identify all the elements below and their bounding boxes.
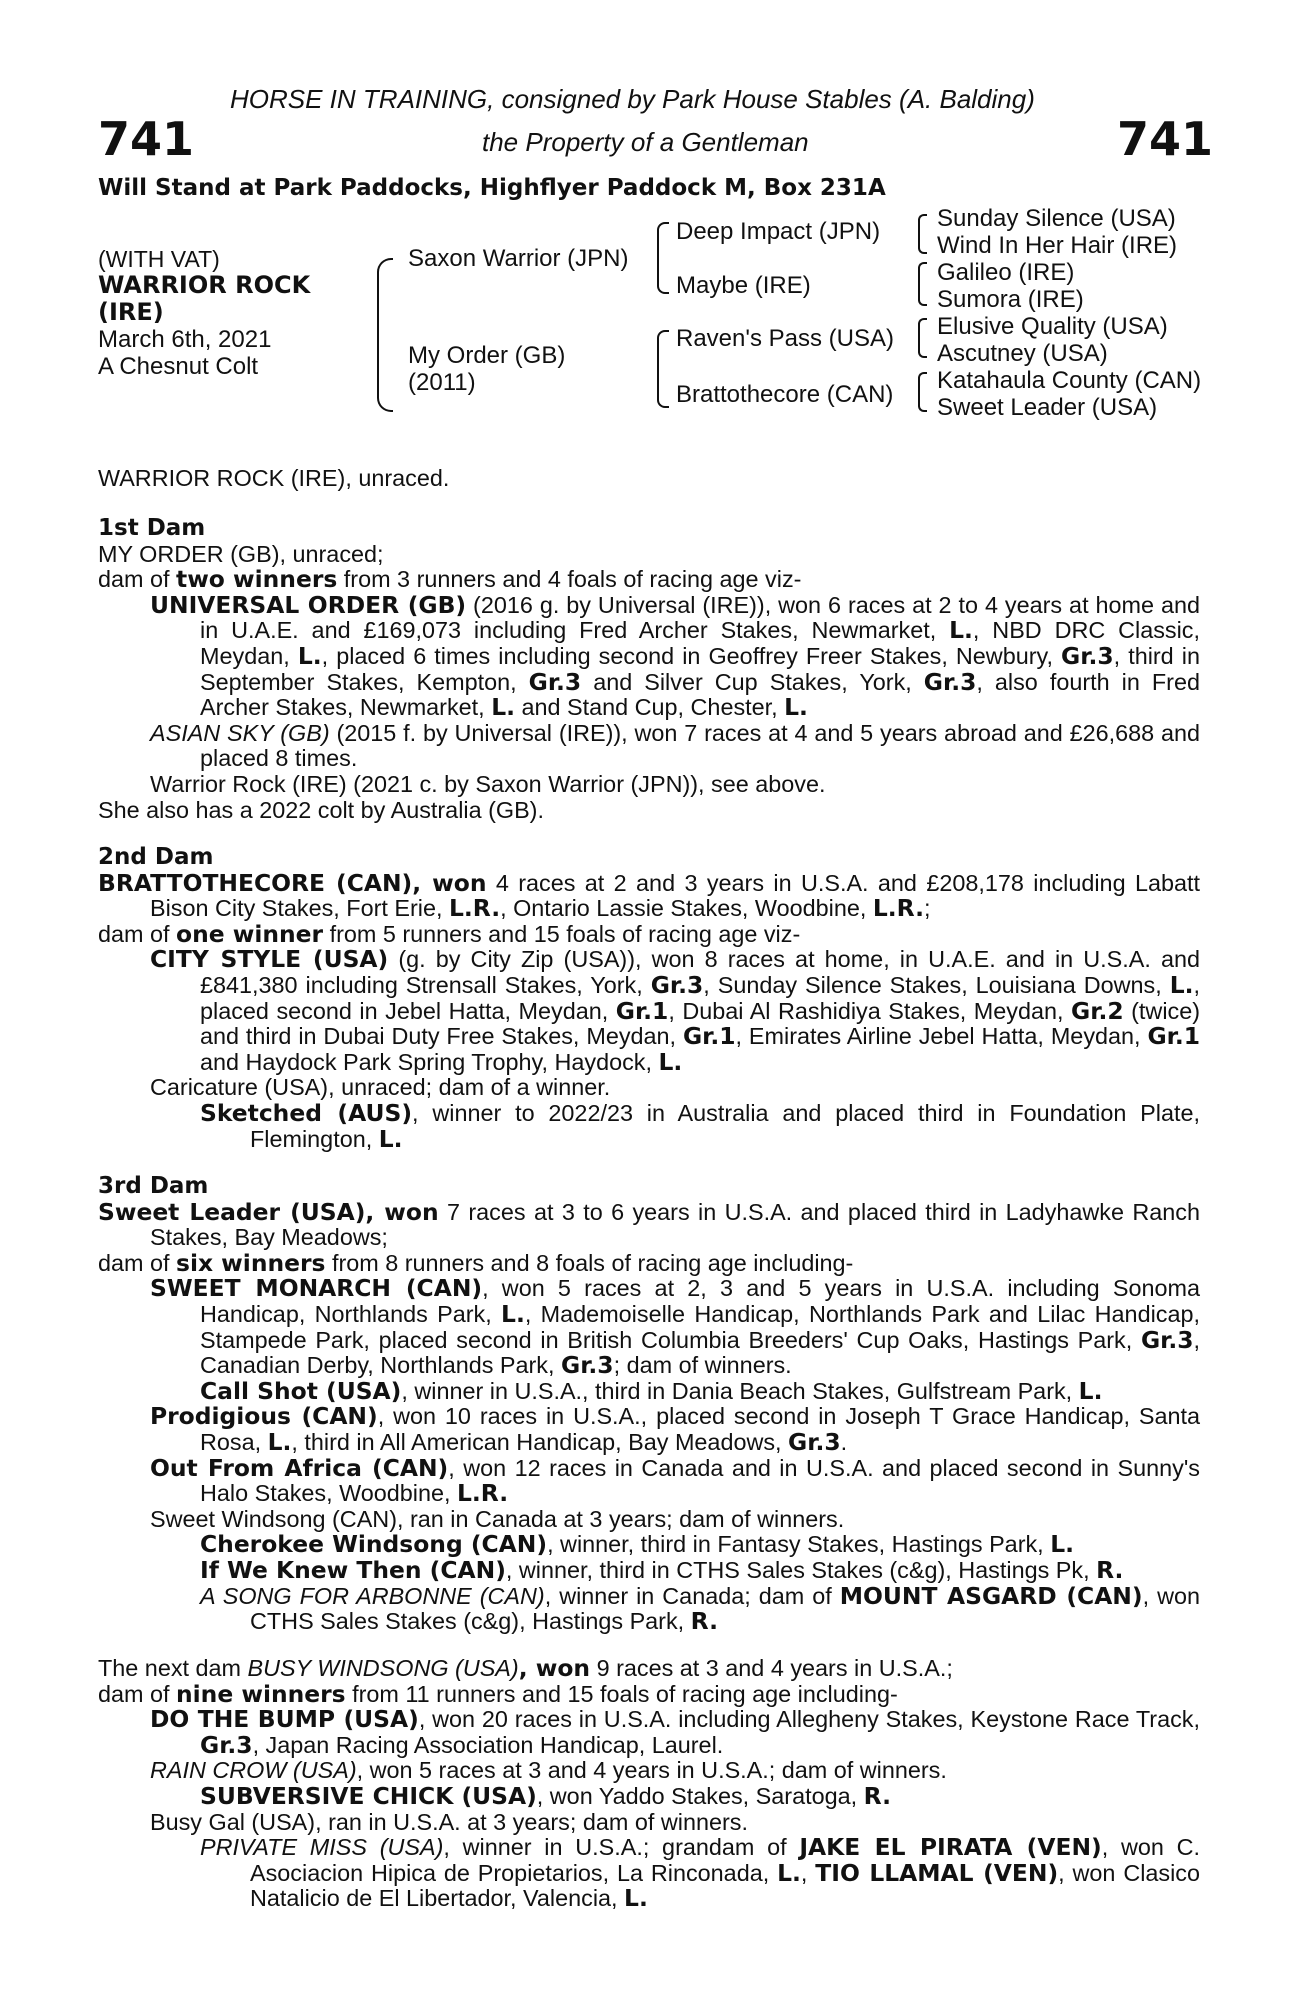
third-dam-progeny-4c: A SONG FOR ARBONNE (CAN), winner in Canada; dam of MOUNT ASGARD (CAN), won CTHS Sales Stakes (c&g), Hastings Park, R.: [200, 1581, 1200, 1636]
third-dam-progeny-4b: If We Knew Then (CAN), winner, third in CTHS Sales Stakes (c&g), Hastings Pk, R.: [200, 1555, 1124, 1584]
pedigree-sire-sire: Deep Impact (JPN): [676, 218, 881, 245]
pedigree-brace-g3: [918, 318, 927, 358]
horse-name-country: (IRE): [98, 298, 164, 326]
third-dam-progeny-4: Sweet Windsong (CAN), ran in Canada at 3 years; dam of winners.: [150, 1505, 845, 1532]
horse-name: WARRIOR ROCK: [98, 271, 311, 299]
next-dam-record: The next dam BUSY WINDSONG (USA), won 9 races at 3 and 4 years in U.S.A.;: [98, 1654, 953, 1682]
third-dam-record: Sweet Leader (USA), won 7 races at 3 to 6 years in U.S.A. and placed third in Ladyhawke Ranch Stakes, Bay Meadows;: [98, 1197, 1200, 1251]
stand-location: Will Stand at Park Paddocks, Highflyer Paddock M, Box 231A: [98, 175, 886, 201]
summary-line: WARRIOR ROCK (IRE), unraced.: [98, 465, 450, 491]
pedigree-brace-main: [377, 258, 393, 412]
first-dam-produce: dam of two winners from 3 runners and 4 foals of racing age viz-: [98, 565, 802, 594]
next-dam-progeny-3a: PRIVATE MISS (USA), winner in U.S.A.; grandam of JAKE EL PIRATA (VEN), won C. Asociacion Hipica de Propietarios, La Rinconada, L., TIO LLAMAL (VEN), won Clasico Natalicio de El Libertador, Valencia, L.: [200, 1833, 1201, 1913]
first-dam-progeny-1: UNIVERSAL ORDER (GB) (2016 g. by Universal (IRE)), won 6 races at 2 to 4 years at home and in U.A.E. and £169,073 including Fred Archer Stakes, Newmarket, L., NBD DRC Classic, Meydan, L., placed 6 times including second in Geoffrey Freer Stakes, Newbury, Gr.3, third in September Stakes, Kempton, Gr.3 and Silver Cup Stakes, York, Gr.3, also fourth in Fred Archer Stakes, Newmarket, L. and Stand Cup, Chester, L.: [150, 590, 1201, 722]
pedigree-g1: Sunday Silence (USA): [937, 205, 1176, 232]
next-dam-produce: dam of nine winners from 11 runners and 15 foals of racing age including-: [98, 1679, 898, 1708]
vat-label: (WITH VAT): [98, 246, 220, 272]
second-dam-progeny-2a: Sketched (AUS), winner to 2022/23 in Australia and placed third in Foundation Plate, Flemington, L.: [200, 1098, 1200, 1153]
pedigree-sire-dam: Maybe (IRE): [676, 272, 811, 299]
lot-number-right: 741: [1117, 112, 1214, 166]
third-dam-section: [98, 1174, 1200, 1635]
pedigree-g7: Katahaula County (CAN): [937, 367, 1202, 394]
third-dam-heading: 3rd Dam: [98, 1173, 209, 1199]
second-dam-heading: 2nd Dam: [98, 844, 214, 870]
third-dam-progeny-4a: Cherokee Windsong (CAN), winner, third in Fantasy Stakes, Hastings Park, L.: [200, 1530, 1074, 1559]
third-dam-produce: dam of six winners from 8 runners and 8 foals of racing age including-: [98, 1248, 854, 1277]
next-dam-progeny-3: Busy Gal (USA), ran in U.S.A. at 3 years; dam of winners.: [150, 1808, 748, 1835]
next-dam-progeny-2a: SUBVERSIVE CHICK (USA), won Yaddo Stakes, Saratoga, R.: [200, 1781, 891, 1810]
third-dam-progeny-3: Out From Africa (CAN), won 12 races in Canada and in U.S.A. and placed second in Sunny's Halo Stakes, Woodbine, L.R.: [150, 1453, 1200, 1508]
pedigree-dam: My Order (GB): [408, 342, 566, 369]
lot-number-left: 741: [98, 112, 195, 166]
pedigree-g2: Wind In Her Hair (IRE): [937, 232, 1178, 259]
third-dam-progeny-1a: Call Shot (USA), winner in U.S.A., third in Dania Beach Stakes, Gulfstream Park, L.: [200, 1376, 1103, 1405]
second-dam-progeny-1: CITY STYLE (USA) (g. by City Zip (USA)), won 8 races at home, in U.A.E. and in U.S.A. and £841,380 including Strensall Stakes, York, Gr.3, Sunday Silence Stakes, Louisiana Downs, L., placed second in Jebel Hatta, Meydan, Gr.1, Dubai Al Rashidiya Stakes, Meydan, Gr.2 (twice) and third in Dubai Duty Free Stakes, Meydan, Gr.1, Emirates Airline Jebel Hatta, Meydan, Gr.1 and Haydock Park Spring Trophy, Haydock, L.: [150, 945, 1201, 1076]
first-dam-note: She also has a 2022 colt by Australia (GB).: [98, 796, 544, 823]
next-dam-progeny-1: DO THE BUMP (USA), won 20 races in U.S.A. including Allegheny Stakes, Keystone Race Track, Gr.3, Japan Racing Association Handicap, Laurel.: [150, 1705, 1200, 1759]
pedigree-dam-sire: Raven's Pass (USA): [676, 325, 894, 352]
pedigree-g4: Sumora (IRE): [937, 286, 1084, 313]
third-dam-progeny-1: SWEET MONARCH (CAN), won 5 races at 2, 3 and 5 years in U.S.A. including Sonoma Handicap, Northlands Park, L., Mademoiselle Handicap, Northlands Park and Lilac Handicap, Stampede Park, placed second in British Columbia Breeders' Cup Oaks, Hastings Park, Gr.3, Canadian Derby, Northlands Park, Gr.3; dam of winners.: [150, 1274, 1200, 1380]
pedigree-brace-g2: [918, 262, 927, 306]
next-dam-section: [98, 1656, 1200, 1912]
pedigree-dam-dam: Brattothecore (CAN): [676, 381, 894, 408]
first-dam-progeny-2: ASIAN SKY (GB) (2015 f. by Universal (IRE)), won 7 races at 4 and 5 years abroad and £26,688 and placed 8 times.: [150, 719, 1200, 772]
pedigree-brace-g1: [918, 214, 927, 254]
third-dam-progeny-2: Prodigious (CAN), won 10 races in U.S.A., placed second in Joseph T Grace Handicap, Santa Rosa, L., third in All American Handicap, Bay Meadows, Gr.3.: [150, 1402, 1200, 1456]
pedigree-sire: Saxon Warrior (JPN): [408, 245, 629, 272]
first-dam-section: [98, 516, 1200, 823]
pedigree-dam-year: (2011): [408, 369, 476, 396]
horse-description: A Chesnut Colt: [98, 353, 259, 380]
next-dam-progeny-2: RAIN CROW (USA), won 5 races at 3 and 4 years in U.S.A.; dam of winners.: [150, 1757, 947, 1784]
pedigree-g8: Sweet Leader (USA): [937, 394, 1158, 421]
pedigree-g6: Ascutney (USA): [937, 340, 1108, 367]
first-dam-intro: MY ORDER (GB), unraced;: [98, 540, 384, 567]
consignment-line: HORSE IN TRAINING, consigned by Park House Stables (A. Balding): [230, 84, 1035, 114]
pedigree-brace-g4: [918, 372, 927, 412]
second-dam-record: BRATTOTHECORE (CAN), won 4 races at 2 and 3 years in U.S.A. and £208,178 including Labatt Bison City Stakes, Fort Erie, L.R., Ontario Lassie Stakes, Woodbine, L.R.;: [98, 868, 1200, 923]
horse-dob: March 6th, 2021: [98, 326, 272, 353]
first-dam-heading: 1st Dam: [98, 515, 206, 541]
first-dam-progeny-3: Warrior Rock (IRE) (2021 c. by Saxon Warrior (JPN)), see above.: [150, 770, 826, 797]
second-dam-section: [98, 845, 1200, 1152]
pedigree-g3: Galileo (IRE): [937, 259, 1075, 286]
pedigree-g5: Elusive Quality (USA): [937, 313, 1168, 340]
pedigree-brace-dam: [657, 330, 669, 408]
pedigree-brace-sire: [657, 222, 669, 294]
second-dam-produce: dam of one winner from 5 runners and 15 foals of racing age viz-: [98, 919, 801, 948]
second-dam-progeny-2: Caricature (USA), unraced; dam of a winner.: [150, 1074, 611, 1101]
property-line: the Property of a Gentleman: [482, 127, 809, 157]
